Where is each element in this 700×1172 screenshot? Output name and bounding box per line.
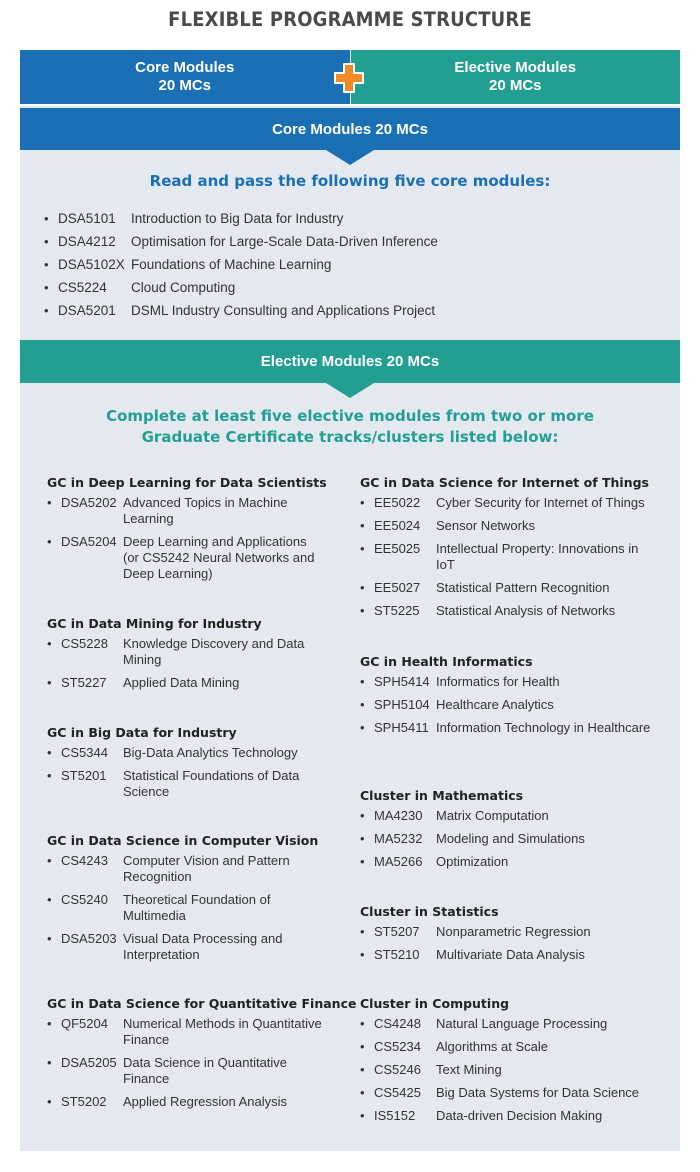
elective-group	[360, 475, 670, 626]
bullet-icon: •	[44, 303, 49, 318]
bullet-icon: •	[360, 924, 365, 939]
group-module-list	[360, 495, 670, 619]
module-name: Matrix Computation	[436, 808, 549, 823]
group-title: GC in Data Science in Computer Vision	[47, 833, 319, 848]
module-code: CS5240	[61, 892, 108, 907]
module-name: Data-driven Decision Making	[436, 1108, 603, 1123]
bullet-icon: •	[360, 947, 365, 962]
group-title: GC in Deep Learning for Data Scientists	[47, 475, 327, 490]
elective-module-item	[360, 1016, 670, 1032]
core-summary	[20, 50, 351, 104]
elective-module-item	[360, 697, 670, 713]
elective-module-item	[360, 1085, 670, 1101]
group-title: Cluster in Statistics	[360, 904, 499, 919]
elective-group	[360, 996, 670, 1131]
group-module-list	[360, 674, 670, 736]
elective-summary	[351, 50, 681, 104]
module-name: Deep Learning and Applications (or CS5242 Neural Networks and Deep Learning)	[123, 534, 315, 581]
bullet-icon: •	[360, 603, 365, 618]
module-code: DSA5203	[61, 931, 117, 946]
bullet-icon: •	[360, 495, 365, 510]
elective-intro-line2: Graduate Certificate tracks/clusters listed below:	[141, 428, 559, 446]
module-name: Statistical Pattern Recognition	[436, 580, 610, 595]
elective-module-item	[360, 854, 670, 870]
module-name: Applied Data Mining	[123, 675, 240, 690]
elective-module-item	[360, 924, 670, 940]
elective-group	[47, 475, 357, 589]
elective-module-item	[360, 580, 670, 596]
module-code: SPH5411	[374, 720, 429, 735]
module-code: DSA5101	[58, 211, 116, 226]
bullet-icon: •	[47, 892, 52, 907]
group-title: GC in Data Mining for Industry	[47, 616, 262, 631]
elective-module-item	[360, 603, 670, 619]
elective-module-item	[360, 1108, 670, 1124]
bullet-icon: •	[360, 541, 365, 556]
module-code: CS5224	[58, 280, 107, 295]
module-code: MA5266	[374, 854, 423, 869]
elective-group	[47, 833, 357, 970]
group-module-list	[47, 636, 357, 691]
bullet-icon: •	[360, 697, 365, 712]
module-name: Statistical Analysis of Networks	[436, 603, 616, 618]
bullet-icon: •	[47, 853, 52, 868]
elective-module-item	[47, 636, 357, 668]
group-module-list	[360, 924, 670, 963]
elective-module-item	[360, 1039, 670, 1055]
elective-module-item	[360, 808, 670, 824]
elective-module-item	[47, 931, 357, 963]
module-code: DSA5205	[61, 1055, 117, 1070]
module-name: Healthcare Analytics	[436, 697, 554, 712]
elective-group	[47, 996, 357, 1117]
elective-summary-credits: 20 MCs	[488, 77, 542, 94]
module-code: ST5201	[61, 768, 107, 783]
module-name: Applied Regression Analysis	[123, 1094, 288, 1109]
bullet-icon: •	[47, 1055, 52, 1070]
core-section-header: Core Modules 20 MCs	[20, 108, 680, 150]
elective-module-item	[47, 534, 357, 582]
elective-module-item	[47, 892, 357, 924]
module-code: DSA5204	[61, 534, 117, 549]
elective-module-item	[360, 1062, 670, 1078]
bullet-icon: •	[47, 534, 52, 549]
module-code: EE5027	[374, 580, 421, 595]
group-module-list	[47, 495, 357, 582]
module-name: Visual Data Processing and Interpretation	[123, 931, 283, 962]
module-code: EE5022	[374, 495, 421, 510]
bullet-icon: •	[47, 1016, 52, 1031]
bullet-icon: •	[47, 1094, 52, 1109]
elective-module-item	[47, 853, 357, 885]
group-module-list	[360, 808, 670, 870]
bullet-icon: •	[47, 931, 52, 946]
core-arrow-icon	[326, 150, 374, 165]
elective-module-item	[47, 745, 357, 761]
module-name: Knowledge Discovery and Data Mining	[123, 636, 305, 667]
elective-module-item	[360, 674, 670, 690]
module-name: Numerical Methods in Quantitative Finance	[123, 1016, 322, 1047]
module-name: DSML Industry Consulting and Applications Project	[131, 303, 436, 318]
bullet-icon: •	[360, 1039, 365, 1054]
elective-intro	[20, 406, 680, 448]
module-name: Informatics for Health	[436, 674, 560, 689]
core-module-item	[44, 280, 438, 303]
elective-module-item	[47, 1094, 357, 1110]
module-code: DSA4212	[58, 234, 116, 249]
bullet-icon: •	[360, 808, 365, 823]
bullet-icon: •	[47, 495, 52, 510]
module-name: Multivariate Data Analysis	[436, 947, 585, 962]
module-code: DSA5202	[61, 495, 117, 510]
elective-arrow-icon	[326, 383, 374, 398]
module-code: MA4230	[374, 808, 423, 823]
module-code: QF5204	[61, 1016, 108, 1031]
module-code: CS5425	[374, 1085, 421, 1100]
bullet-icon: •	[360, 831, 365, 846]
module-name: Intellectual Property: Innovations in IoT	[436, 541, 639, 572]
group-module-list	[47, 853, 357, 963]
module-code: CS5228	[61, 636, 108, 651]
elective-group	[360, 788, 670, 877]
module-code: CS5234	[374, 1039, 421, 1054]
module-code: ST5225	[374, 603, 420, 618]
module-name: Advanced Topics in Machine Learning	[123, 495, 288, 526]
module-name: Statistical Foundations of Data Science	[123, 768, 300, 799]
module-name: Optimisation for Large-Scale Data-Driven Inference	[131, 234, 438, 249]
group-module-list	[360, 1016, 670, 1124]
bullet-icon: •	[47, 768, 52, 783]
module-code: CS5344	[61, 745, 108, 760]
bullet-icon: •	[44, 211, 49, 226]
bullet-icon: •	[360, 1085, 365, 1100]
bullet-icon: •	[44, 234, 49, 249]
module-name: Sensor Networks	[436, 518, 535, 533]
elective-module-item	[47, 1055, 357, 1087]
group-title: Cluster in Computing	[360, 996, 510, 1011]
bullet-icon: •	[47, 675, 52, 690]
module-name: Introduction to Big Data for Industry	[131, 211, 344, 226]
group-module-list	[47, 745, 357, 800]
elective-group	[47, 725, 357, 807]
elective-module-item	[360, 541, 670, 573]
group-title: Cluster in Mathematics	[360, 788, 524, 803]
bullet-icon: •	[47, 745, 52, 760]
elective-module-item	[360, 947, 670, 963]
elective-group	[360, 904, 670, 970]
module-code: ST5207	[374, 924, 420, 939]
elective-module-item	[47, 1016, 357, 1048]
core-module-item	[44, 303, 438, 326]
module-code: IS5152	[374, 1108, 416, 1123]
module-code: ST5210	[374, 947, 420, 962]
module-name: Big Data Systems for Data Science	[436, 1085, 640, 1100]
module-code: DSA5102X	[58, 257, 125, 272]
module-code: CS4248	[374, 1016, 421, 1031]
core-intro: Read and pass the following five core modules:	[149, 172, 551, 190]
core-module-item	[44, 234, 438, 257]
module-name: Foundations of Machine Learning	[131, 257, 332, 272]
module-code: CS5246	[374, 1062, 421, 1077]
page-title: FLEXIBLE PROGRAMME STRUCTURE	[168, 8, 532, 31]
core-module-item	[44, 211, 438, 234]
module-code: EE5025	[374, 541, 421, 556]
core-summary-credits: 20 MCs	[158, 77, 212, 94]
elective-section-header: Elective Modules 20 MCs	[20, 340, 680, 383]
module-name: Big-Data Analytics Technology	[123, 745, 298, 760]
module-name: Text Mining	[436, 1062, 502, 1077]
group-title: GC in Data Science for Internet of Things	[360, 475, 649, 490]
module-code: SPH5104	[374, 697, 430, 712]
module-name: Cyber Security for Internet of Things	[436, 495, 645, 510]
module-code: DSA5201	[58, 303, 116, 318]
bullet-icon: •	[360, 518, 365, 533]
bullet-icon: •	[360, 854, 365, 869]
module-code: EE5024	[374, 518, 421, 533]
core-module-item	[44, 257, 438, 280]
elective-group	[360, 654, 670, 743]
module-name: Information Technology in Healthcare	[436, 720, 651, 735]
bullet-icon: •	[44, 257, 49, 272]
core-summary-label: Core Modules	[135, 59, 235, 76]
module-name: Data Science in Quantitative Finance	[123, 1055, 288, 1086]
bullet-icon: •	[360, 1108, 365, 1123]
module-name: Theoretical Foundation of Multimedia	[123, 892, 271, 923]
module-name: Algorithms at Scale	[436, 1039, 548, 1054]
module-code: CS4243	[61, 853, 108, 868]
elective-module-item	[47, 495, 357, 527]
module-name: Nonparametric Regression	[436, 924, 591, 939]
group-title: GC in Big Data for Industry	[47, 725, 237, 740]
bullet-icon: •	[47, 636, 52, 651]
elective-module-item	[360, 831, 670, 847]
module-name: Cloud Computing	[131, 280, 236, 295]
bullet-icon: •	[360, 1016, 365, 1031]
elective-module-item	[47, 675, 357, 691]
bullet-icon: •	[360, 720, 365, 735]
plus-icon	[333, 62, 365, 94]
core-module-list	[44, 211, 438, 326]
elective-summary-label: Elective Modules	[454, 59, 577, 76]
module-name: Natural Language Processing	[436, 1016, 608, 1031]
module-code: ST5202	[61, 1094, 107, 1109]
elective-intro-line1: Complete at least five elective modules from two or more	[106, 407, 594, 425]
bullet-icon: •	[360, 674, 365, 689]
group-title: GC in Data Science for Quantitative Finance	[47, 996, 357, 1011]
elective-module-item	[360, 518, 670, 534]
elective-module-item	[47, 768, 357, 800]
group-title: GC in Health Informatics	[360, 654, 533, 669]
module-name: Modeling and Simulations	[436, 831, 585, 846]
module-code: MA5232	[374, 831, 423, 846]
elective-module-item	[360, 495, 670, 511]
elective-module-item	[360, 720, 670, 736]
module-name: Computer Vision and Pattern Recognition	[123, 853, 290, 884]
bullet-icon: •	[44, 280, 49, 295]
module-code: SPH5414	[374, 674, 430, 689]
elective-group	[47, 616, 357, 698]
bullet-icon: •	[360, 1062, 365, 1077]
bullet-icon: •	[360, 580, 365, 595]
module-code: ST5227	[61, 675, 107, 690]
module-name: Optimization	[436, 854, 509, 869]
group-module-list	[47, 1016, 357, 1110]
